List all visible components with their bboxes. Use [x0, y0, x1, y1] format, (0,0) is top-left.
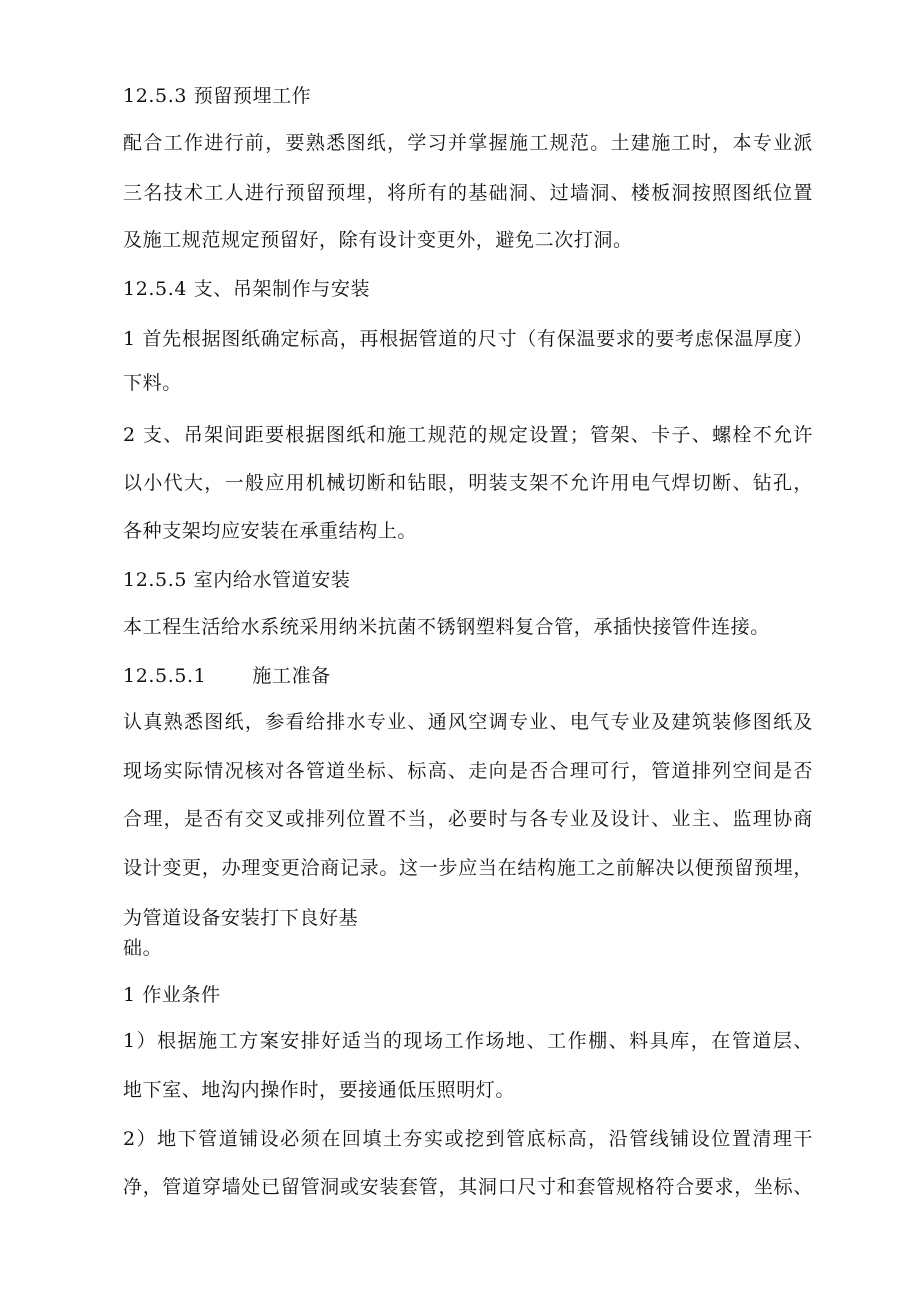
section-heading-work-conditions: 1 作业条件 — [123, 984, 221, 1006]
paragraph-line: 设计变更，办理变更洽商记录。这一步应当在结构施工之前解决以便预留预埋， — [123, 857, 813, 879]
list-item-line: 1 首先根据图纸确定标高，再根据管道的尺寸（有保温要求的要考虑保温厚度） — [123, 328, 813, 350]
list-item-line: 1）根据施工方案安排好适当的现场工作场地、工作棚、料具库，在管道层、 — [123, 1030, 813, 1052]
paragraph-line: 础。 — [123, 937, 163, 959]
list-item-line: 各种支架均应安装在承重结构上。 — [123, 520, 418, 542]
paragraph-line: 现场实际情况核对各管道坐标、标高、走向是否合理可行，管道排列空间是否 — [123, 760, 813, 782]
subsection-number: 12.5.5.1 — [123, 665, 207, 687]
list-item-line: 2 支、吊架间距要根据图纸和施工规范的规定设置；管架、卡子、螺栓不允许 — [123, 424, 813, 446]
list-item-line: 2）地下管道铺设必须在回填土夯实或挖到管底标高，沿管线铺设位置清理干 — [123, 1128, 813, 1150]
paragraph-line: 本工程生活给水系统采用纳米抗菌不锈钢塑料复合管，承插快接管件连接。 — [123, 616, 770, 638]
list-item-line: 净，管道穿墙处已留管洞或安装套管，其洞口尺寸和套管规格符合要求，坐标、 — [123, 1176, 813, 1198]
subsection-heading-12-5-5-1 — [123, 664, 813, 688]
list-item-line: 地下室、地沟内操作时，要接通低压照明灯。 — [123, 1079, 516, 1101]
section-heading-12-5-5: 12.5.5 室内给水管道安装 — [123, 569, 351, 591]
paragraph-line: 合理，是否有交叉或排列位置不当，必要时与各专业及设计、业主、监理协商 — [123, 808, 813, 830]
paragraph-line: 为管道设备安装打下良好基 — [123, 907, 359, 929]
list-item-line: 下料。 — [123, 372, 182, 394]
section-heading-12-5-4: 12.5.4 支、吊架制作与安装 — [123, 278, 371, 300]
paragraph-line: 及施工规范规定预留好，除有设计变更外，避免二次打洞。 — [123, 229, 633, 251]
paragraph-line: 配合工作进行前，要熟悉图纸，学习并掌握施工规范。土建施工时，本专业派 — [123, 132, 813, 154]
paragraph-line: 认真熟悉图纸，参看给排水专业、通风空调专业、电气专业及建筑装修图纸及 — [123, 711, 813, 733]
list-item-line: 以小代大，一般应用机械切断和钻眼，明装支架不允许用电气焊切断、钻孔， — [123, 472, 813, 494]
section-heading-12-5-3: 12.5.3 预留预埋工作 — [123, 85, 312, 107]
subsection-title: 施工准备 — [252, 665, 331, 687]
paragraph-line: 三名技术工人进行预留预埋，将所有的基础洞、过墙洞、楼板洞按照图纸位置 — [123, 182, 813, 204]
